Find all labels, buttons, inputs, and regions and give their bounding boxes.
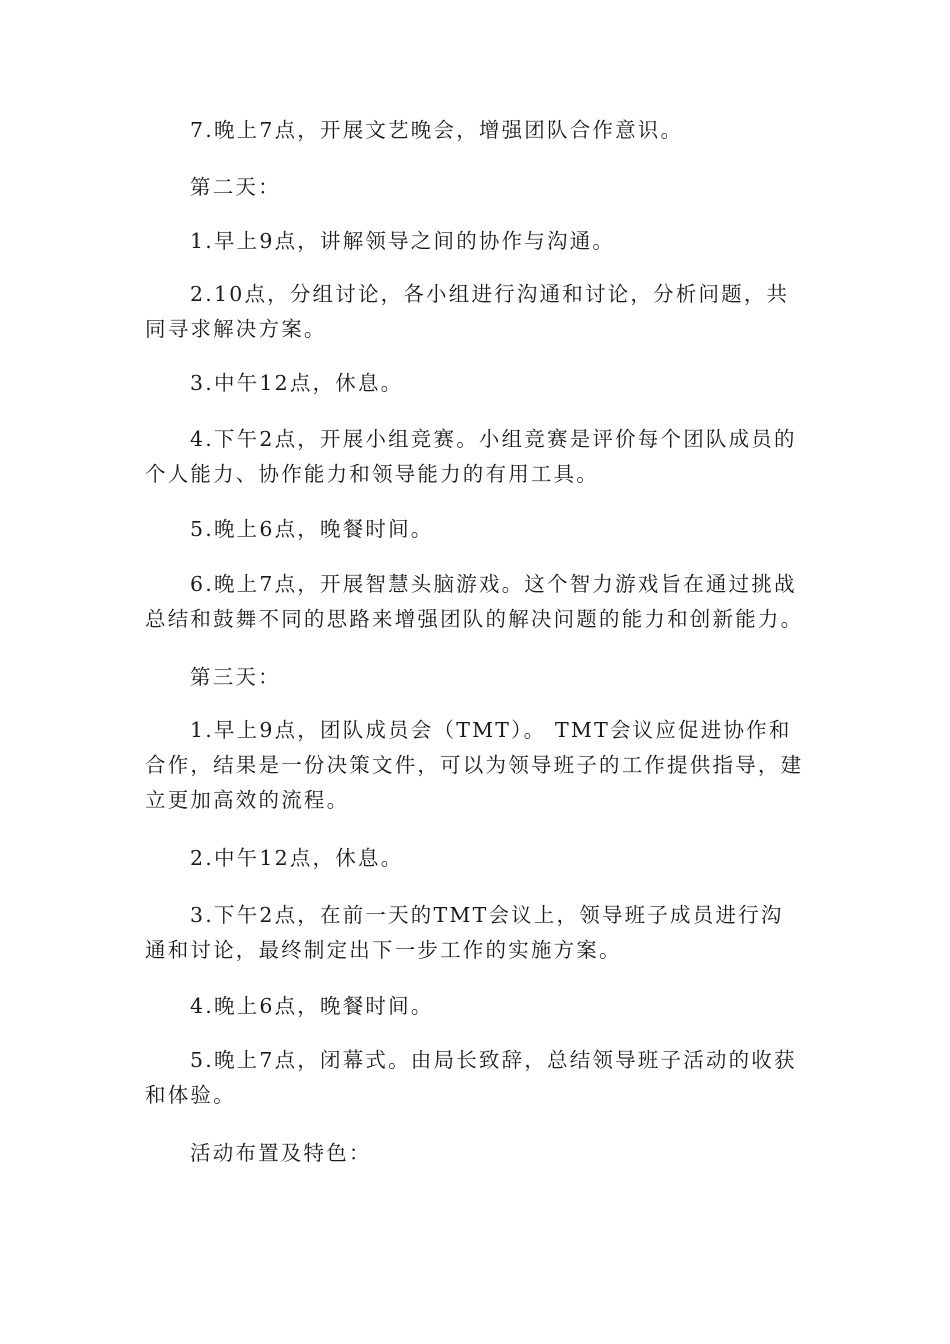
paragraph-day3-item4: 4.晚上6点，晚餐时间。 bbox=[190, 994, 434, 1018]
heading-day3: 第三天： bbox=[190, 665, 281, 689]
paragraph-day1-item7: 7.晚上7点，开展文艺晚会，增强团队合作意识。 bbox=[190, 118, 684, 142]
heading-day2: 第二天： bbox=[190, 175, 281, 199]
paragraph-day3-item5: 5.晚上7点，闭幕式。由局长致辞，总结领导班子活动的收获和体验。 bbox=[145, 1048, 797, 1107]
paragraph-day2-item6: 6.晚上7点，开展智慧头脑游戏。这个智力游戏旨在通过挑战总结和鼓舞不同的思路来增强团队的解决问题的能力和创新能力。 bbox=[145, 572, 804, 631]
paragraph-day3-item3: 3.下午2点，在前一天的TMT会议上，领导班子成员进行沟通和讨论，最终制定出下一步工作的实施方案。 bbox=[145, 903, 784, 962]
heading-activity-features: 活动布置及特色： bbox=[190, 1141, 372, 1165]
paragraph-day3-item2: 2.中午12点，休息。 bbox=[190, 846, 404, 870]
paragraph-day2-item5: 5.晚上6点，晚餐时间。 bbox=[190, 517, 434, 541]
paragraph-day2-item2: 2.10点，分组讨论，各小组进行沟通和讨论，分析问题，共同寻求解决方案。 bbox=[145, 282, 790, 341]
paragraph-day2-item3: 3.中午12点，休息。 bbox=[190, 371, 404, 395]
paragraph-day2-item1: 1.早上9点，讲解领导之间的协作与沟通。 bbox=[190, 229, 616, 253]
paragraph-day2-item4: 4.下午2点，开展小组竞赛。小组竞赛是评价每个团队成员的个人能力、协作能力和领导能力的有用工具。 bbox=[145, 427, 797, 486]
paragraph-day3-item1: 1.早上9点，团队成员会（TMT）。 TMT会议应促进协作和合作，结果是一份决策文件，可以为领导班子的工作提供指导，建立更加高效的流程。 bbox=[145, 718, 804, 812]
